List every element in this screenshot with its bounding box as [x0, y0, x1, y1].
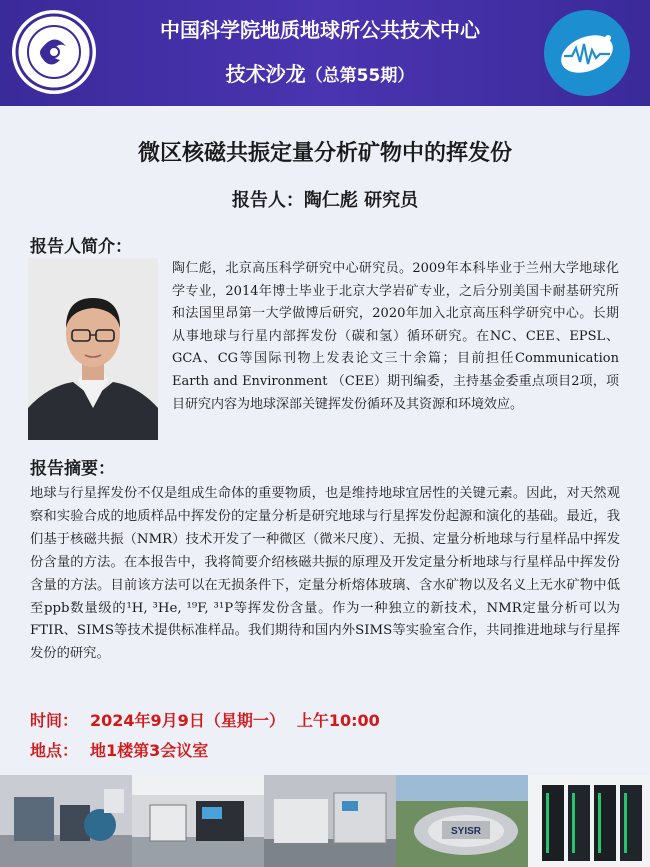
lab-instrument-photo-2 — [132, 775, 264, 867]
abstract-heading: 报告摘要： — [30, 459, 115, 479]
synchrotron-aerial-photo — [396, 775, 528, 867]
bio-heading: 报告人简介： — [30, 237, 132, 257]
salon-series: 技术沙龙 — [225, 62, 306, 86]
organization-title: 中国科学院地质地球所公共技术中心 — [160, 18, 480, 42]
event-clock: 上午10:00 — [296, 711, 380, 730]
time-label: 时间： — [30, 711, 79, 730]
institute-seal-icon — [12, 10, 96, 94]
event-time — [30, 708, 380, 731]
bio-text: 陶仁彪，北京高压科学研究中心研究员。2009年本科毕业于兰州大学地球化学专业，2014年博士毕业于北京大学岩矿专业，之后分别美国卡耐基研究所和法国里昂第一大学做博后研究，2020年加入北京高压科学研究中心。长期从事地球与行星内部挥发份（碳和氢）循环研究。在NC、CEE、EPSL、GCA、CG等国际刊物上发表论文三十余篇；目前担任Communication Earth and Environment （CEE）期刊编委，主持基金委重点项目2项，项目研究内容为地球深部关键挥发份循环及其资源和环境效应。 — [172, 261, 619, 412]
synchrotron-sign: SYISR — [450, 826, 482, 837]
speaker-name: 陶仁彪 研究员 — [303, 190, 419, 211]
talk-title: 微区核磁共振定量分析矿物中的挥发份 — [137, 141, 512, 166]
facility-photo-strip — [0, 775, 650, 867]
speaker-photo — [28, 258, 158, 440]
salon-subtitle — [100, 58, 540, 87]
event-place — [30, 738, 208, 761]
server-rack-photo — [528, 775, 650, 867]
event-date: 2024年9月9日（星期一） — [90, 711, 285, 730]
header-banner — [0, 0, 650, 106]
event-room: 地1楼第3会议室 — [90, 741, 209, 760]
speaker-label: 报告人： — [231, 190, 304, 211]
lab-instrument-photo-3 — [264, 775, 396, 867]
abstract-text: 地球与行星挥发份不仅是组成生命体的重要物质，也是维持地球宜居性的关键元素。因此，对天然观察和实验合成的地质样品中挥发份的定量分析是研究地球与行星挥发份起源和演化的基础。最近，我们基于核磁共振（NMR）技术开发了一种微区（微米尺度）、无损、定量分析地球与行星样品中挥发份含量的方法。在本报告中，我将简要介绍核磁共振的原理及开发定量分析地球与行星样品中挥发份含量的方法。目前该方法可以在无损条件下，定量分析熔体玻璃、含水矿物以及名义上无水矿物中低至ppb数量级的¹H, ³He, ¹⁹F, ³¹P等挥发份含量。作为一种独立的新技术，NMR定量分析可以为FTIR、SIMS等技术提供标准样品。我们期待和国内外SIMS等实验室合作，共同推进地球与行星挥发份的研究。 — [30, 486, 620, 662]
place-label: 地点： — [30, 741, 79, 760]
technical-center-logo-icon — [544, 10, 630, 96]
speaker-line — [0, 186, 650, 212]
lab-instrument-photo-1 — [0, 775, 132, 867]
salon-issue: （总第55期） — [305, 66, 415, 86]
